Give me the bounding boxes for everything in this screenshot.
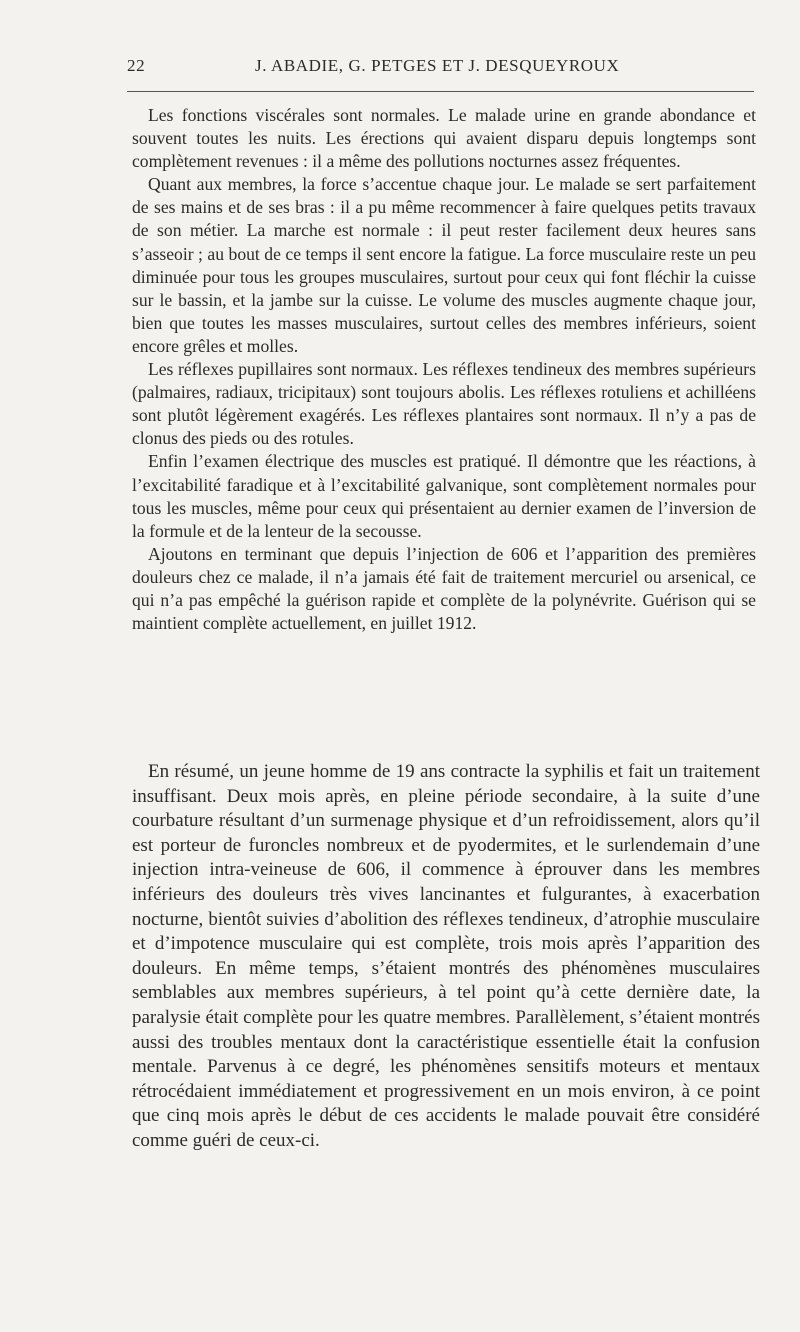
paragraph-reflexes: Les réflexes pupillaires sont normaux. Les réflexes tendineux des membres supérieurs (palmaires, radiaux, tricipitaux) sont toujours abolis. Les réflexes rotuliens et achilléens sont plutôt légèrement exagérés. Les réflexes plantaires sont normaux. Il n’y a pas de clonus des pieds ou des rotules.	[132, 359, 756, 449]
header-rule	[127, 91, 754, 92]
running-header	[125, 56, 755, 80]
paragraph-summary: En résumé, un jeune homme de 19 ans contracte la syphilis et fait un traitement insuffisant. Deux mois après, en pleine période secondaire, à la suite d’une courbature résultant d’un surmenage physique et d’un refroidissement, alors qu’il est porteur de furoncles nombreux et de pyodermites, et le surlendemain d’une injection intra-veineuse de 606, il commence à éprouver dans les membres inférieurs des douleurs très vives lancinantes et fulgurantes, à exacerbation nocturne, bientôt suivies d’abolition des réflexes tendineux, d’atrophie musculaire et d’impotence musculaire qui est complète, trois mois après l’apparition des douleurs. En même temps, s’étaient montrés des phénomènes musculaires semblables aux membres supérieurs, à tel point qu’à cette dernière date, la paralysie était complète pour les quatre membres. Parallèlement, s’étaient montrés aussi des troubles mentaux dont la caractéristique essentielle était la confusion mentale. Parvenus à ce degré, les phénomènes sensitifs moteurs et mentaux rétrocédaient immédiatement et progressivement en un mois environ, à ce point que cinq mois après le début de ces accidents le malade pouvait être considéré comme guéri de ceux-ci.	[132, 761, 760, 1151]
summary-body	[132, 760, 760, 1154]
paragraph-conclusion: Ajoutons en terminant que depuis l’injection de 606 et l’apparition des premières douleurs chez ce malade, il n’a jamais été fait de traitement mercuriel ou arsenical, ce qui n’a pas empêché la guérison rapide et complète de la polynévrite. Guérison qui se maintient complète actuellement, en juillet 1912.	[132, 543, 756, 634]
paragraph-electrical-exam: Enfin l’examen électrique des muscles est pratiqué. Il démontre que les réactions, à l’excitabilité faradique et à l’excitabilité galvanique, sont complètement normales pour tous les muscles, même pour ceux qui présentaient au dernier examen de l’inversion de la formule et de la lenteur de la secousse.	[132, 451, 756, 541]
paragraph-limbs-strength: Quant aux membres, la force s’accentue chaque jour. Le malade se sert parfaitement de ses mains et de ses bras : il a pu même recommencer à faire quelques petits travaux de son métier. La marche est normale : il peut rester facilement deux heures sans s’asseoir ; au bout de ce temps il sent encore la fatigue. La force musculaire reste un peu diminuée pour tous les groupes musculaires, surtout pour ceux qui font fléchir la cuisse sur le bassin, et la jambe sur la cuisse. Le volume des muscles augmente chaque jour, bien que toutes les masses musculaires, surtout celles des membres inférieurs, soient encore grêles et molles.	[132, 174, 756, 356]
paragraph-visceral-functions: Les fonctions viscérales sont normales. Le malade urine en grande abondance et souvent toutes les nuits. Les érections qui avaient disparu depuis longtemps sont complètement revenues : il a même des pollutions nocturnes assez fréquentes.	[132, 105, 756, 172]
page-number: 22	[127, 56, 146, 75]
header-authors: J. ABADIE, G. PETGES ET J. DESQUEYROUX	[255, 56, 620, 75]
case-report-body	[132, 104, 756, 635]
